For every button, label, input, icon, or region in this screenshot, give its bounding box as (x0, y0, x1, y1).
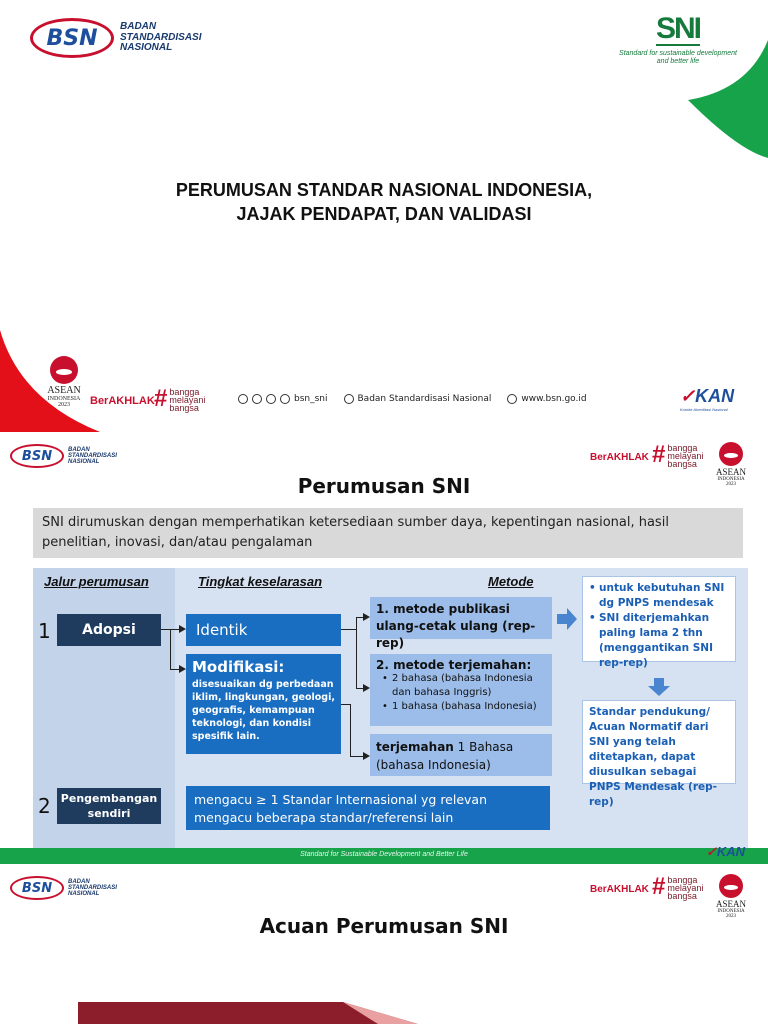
metode-1-box: 1. metode publikasi ulang-cetak ulang (rep-rep) (370, 597, 552, 639)
title-line-1: PERUMUSAN STANDAR NASIONAL INDONESIA, (175, 180, 593, 200)
title-line-2: JAJAK PENDAPAT, DAN VALIDASI (236, 204, 532, 224)
bsn-logo-mark: BSN (30, 18, 114, 58)
asean-line1: ASEAN (715, 899, 746, 909)
bsn-logo-line3: NASIONAL (120, 42, 173, 54)
tiktok-icon[interactable] (238, 394, 248, 404)
connector-line (350, 756, 364, 757)
asean-emblem-icon (719, 874, 743, 898)
sni-tagline-2: and better life (656, 58, 700, 66)
globe-icon[interactable] (507, 394, 517, 404)
youtube-icon[interactable] (252, 394, 262, 404)
bsn-logo-line1: BADAN (120, 21, 157, 33)
hash-icon: # (652, 441, 666, 468)
sni-logo (608, 14, 748, 67)
note-item: • SNI diterjemahkan paling lama 2 thn (menggantikan SNI rep-rep) (589, 611, 729, 671)
check-icon: ✓ (706, 844, 717, 859)
social-handle[interactable]: bsn_sni (294, 394, 328, 404)
arrowhead-icon (179, 625, 186, 633)
number-2: 2 (38, 794, 51, 818)
bangga-line1: bangga (667, 443, 698, 453)
berakhlak-logo: BerAKHLAK (90, 395, 155, 407)
bangga-line3: bangsa (169, 403, 199, 413)
bangga-line3: bangsa (667, 459, 697, 469)
arrowhead-icon (363, 684, 370, 692)
kan-mark: KAN (716, 844, 746, 859)
berakhlak-logo: BerAKHLAK (590, 884, 649, 895)
bsn-logo-mark: BSN (10, 444, 64, 468)
slide-title-heading (0, 178, 768, 226)
header-tingkat: Tingkat keselarasan (198, 574, 323, 589)
note-standar-box: Standar pendukung/ Acuan Normatif dari SNI yang telah ditetapkan, dapat diusulkan sebagai PNPS Mendesak (rep-rep) (582, 700, 736, 784)
bangga-line1: bangga (169, 387, 200, 397)
bangga-melayani-logo (652, 441, 704, 469)
page-title: Acuan Perumusan SNI (259, 914, 509, 938)
bsn-logo-line2: STANDARDISASI (68, 452, 117, 459)
pengembangan-box: Pengembangan sendiri (57, 788, 161, 824)
bsn-logo-line2: STANDARDISASI (120, 31, 202, 43)
bsn-logo (30, 18, 201, 58)
social-bar (238, 394, 587, 404)
asean-line3: 2023 (726, 914, 736, 919)
hash-icon: # (652, 873, 666, 900)
bangga-line3: bangsa (667, 891, 697, 901)
facebook-name[interactable]: Badan Standardisasi Nasional (357, 394, 492, 404)
identik-box: Identik (186, 614, 341, 646)
bsn-logo-line2: STANDARDISASI (68, 884, 117, 891)
asean-emblem-icon (719, 442, 743, 466)
kan-logo (680, 386, 734, 412)
arrowhead-icon (363, 752, 370, 760)
arrow-down-icon (648, 678, 670, 696)
modifikasi-desc: disesuaikan dg perbedaan iklim, lingkungan, geologi, geografis, kemampuan teknologi, dan kondisi spesifik lain. (192, 679, 335, 742)
asean-line3: 2023 (58, 402, 70, 408)
bangga-melayani-logo (154, 385, 206, 413)
bangga-line1: bangga (667, 875, 698, 885)
mengacu-line1: mengacu ≥ 1 Standar Internasional yg relevan (194, 792, 488, 807)
bsn-logo-mark: BSN (10, 876, 64, 900)
page-title: Perumusan SNI (297, 474, 471, 498)
asean-line2: INDONESIA (717, 477, 745, 482)
asean-line2: INDONESIA (47, 396, 81, 402)
website-link[interactable]: www.bsn.go.id (521, 394, 587, 404)
number-1: 1 (38, 619, 51, 643)
terjemahan-bold: terjemahan (376, 740, 454, 754)
asean-line1: ASEAN (715, 467, 746, 477)
kan-sub: Komite Akreditasi Nasional (680, 407, 728, 412)
kan-logo (706, 844, 745, 860)
bangga-line2: melayani (667, 451, 704, 461)
connector-line (356, 617, 357, 688)
bsn-logo (10, 444, 117, 468)
note-item: • untuk kebutuhan SNI dg PNPS mendesak (589, 581, 729, 611)
asean-line3: 2023 (726, 482, 736, 487)
sni-logo-mark: SNI (655, 12, 700, 45)
asean-line2: INDONESIA (717, 909, 745, 914)
arrowhead-icon (363, 613, 370, 621)
bottom-banner-decoration (78, 1002, 418, 1024)
bsn-logo-line1: BADAN (68, 446, 90, 453)
modifikasi-title: Modifikasi: (192, 658, 285, 676)
bangga-line2: melayani (169, 395, 206, 405)
connector-line (170, 669, 179, 670)
connector-line (350, 704, 351, 756)
slide-acuan (0, 864, 768, 1024)
kan-mark: KAN (695, 386, 735, 406)
adopsi-box: Adopsi (57, 614, 161, 646)
intro-text: SNI dirumuskan dengan memperhatikan ketersediaan sumber daya, kepentingan nasional, hasil penelitian, inovasi, dan/atau pengalaman (33, 508, 743, 558)
asean-logo (44, 356, 84, 408)
footer-tagline: Standard for Sustainable Development and Better Life (300, 851, 468, 858)
sni-tagline-1: Standard for sustainable development (619, 50, 737, 57)
twitter-icon[interactable] (280, 394, 290, 404)
bsn-logo (10, 876, 117, 900)
bsn-logo-line1: BADAN (68, 878, 90, 885)
header-metode: Metode (488, 574, 534, 589)
bsn-logo-line3: NASIONAL (68, 891, 100, 898)
connector-line (170, 629, 171, 669)
check-icon: ✓ (680, 386, 696, 406)
arrow-right-icon (557, 608, 577, 630)
hash-icon: # (154, 385, 168, 412)
connector-line (341, 629, 357, 630)
facebook-icon[interactable] (344, 394, 354, 404)
bsn-logo-line3: NASIONAL (68, 459, 100, 466)
slide-perumusan-sni (0, 432, 768, 864)
mengacu-box (186, 786, 550, 830)
bangga-line2: melayani (667, 883, 704, 893)
asean-logo (712, 874, 750, 919)
asean-emblem-icon (50, 356, 78, 384)
asean-line1: ASEAN (47, 385, 81, 396)
terjemahan-box (370, 734, 552, 776)
header-jalur: Jalur perumusan (44, 574, 149, 589)
instagram-icon[interactable] (266, 394, 276, 404)
bangga-melayani-logo (652, 873, 704, 901)
metode-2-box (370, 654, 552, 726)
metode-2-item: • 2 bahasa (bahasa Indonesia dan bahasa Inggris) (382, 672, 546, 700)
mengacu-line2: mengacu beberapa standar/referensi lain (194, 810, 454, 825)
metode-2-item: • 1 bahasa (bahasa Indonesia) (382, 700, 546, 714)
terjemahan-rest: 1 Bahasa (bahasa Indonesia) (376, 740, 514, 772)
metode-2-title: 2. metode terjemahan: (376, 658, 532, 672)
arrowhead-icon (179, 665, 186, 673)
slide-title (0, 0, 768, 432)
note-pnps-box (582, 576, 736, 669)
modifikasi-box (186, 654, 341, 754)
berakhlak-logo: BerAKHLAK (590, 452, 649, 463)
